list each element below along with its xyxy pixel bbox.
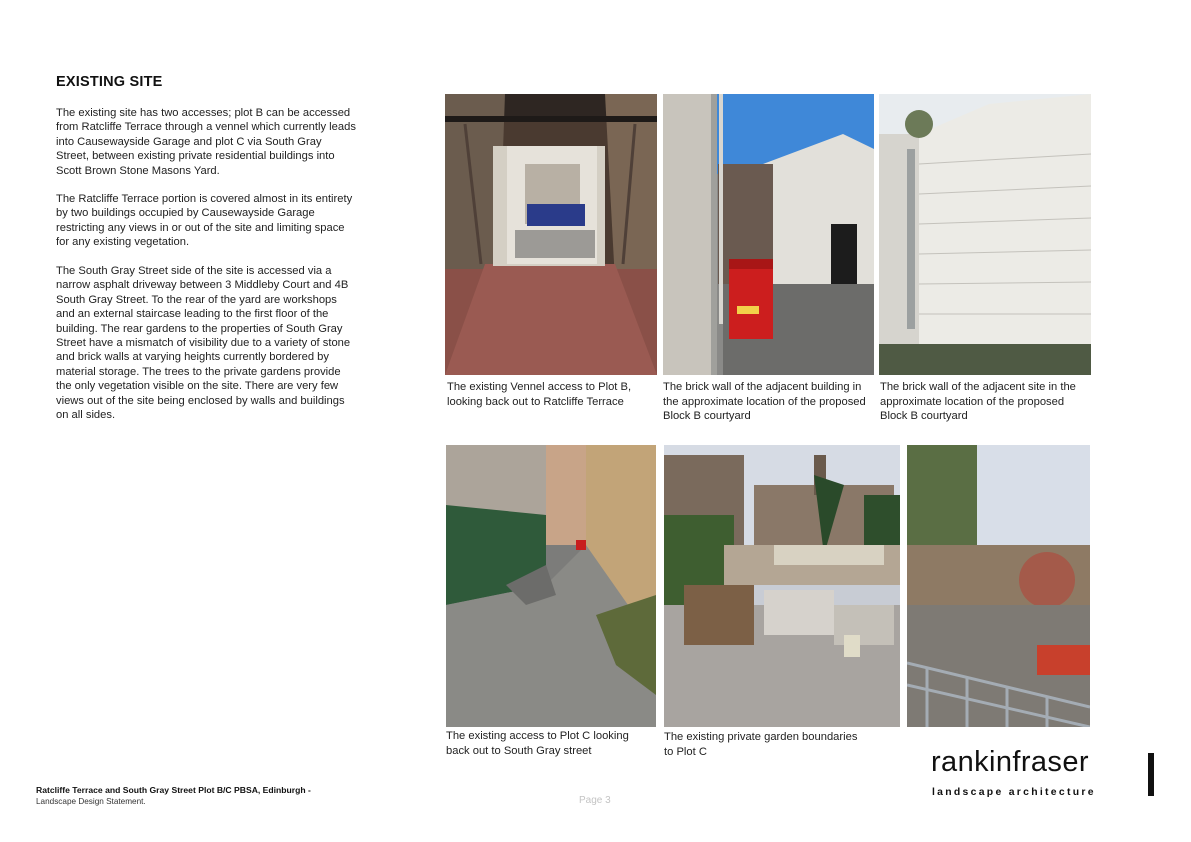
brick-wall-bin-photo xyxy=(663,94,874,375)
yard-railing-photo xyxy=(907,445,1090,727)
brand-bar xyxy=(1148,753,1154,796)
project-title: Ratcliffe Terrace and South Gray Street Plot B/C PBSA, Edinburgh - xyxy=(36,785,311,795)
white-brick-wall-caption: The brick wall of the adjacent site in the approximate location of the proposed Block B courtyard xyxy=(880,381,1076,423)
white-brick-wall-photo xyxy=(879,94,1091,375)
garden-boundaries-caption: The existing private garden boundaries to Plot C xyxy=(664,731,858,758)
vennel-photo xyxy=(445,94,657,375)
south-gray-paragraph: The South Gray Street side of the site is accessed via a narrow asphalt driveway between 3 Middleby Court and 4B South Gray Street. To the rear of the yard are workshops and an external staircase leading to the first floor of the building. The rear gardens to the properties of South Gray Street have a mismatch of visibility due to a variety of stone and brick walls at varying heights currently bordered by material storage. The trees to the private gardens provide the only vegetation visible on the site. There are very few views out of the site being enclosed by walls and buildings on all sides. xyxy=(56,265,351,422)
document-name: Landscape Design Statement. xyxy=(36,797,146,806)
section-heading: EXISTING SITE xyxy=(56,74,163,90)
brand-logo: rankinfraser xyxy=(931,746,1089,778)
brick-wall-bin-caption: The brick wall of the adjacent building in the approximate location of the proposed Block B courtyard xyxy=(663,381,866,423)
garden-boundaries-photo xyxy=(664,445,900,727)
intro-paragraph: The existing site has two accesses; plot B can be accessed from Ratcliffe Terrace through a vennel which currently leads into Causewayside Garage and plot C via South Gray Street, between existing private residential buildings into Scott Brown Stone Masons Yard. xyxy=(56,107,356,177)
plot-c-access-caption: The existing access to Plot C looking back out to South Gray street xyxy=(446,730,629,757)
brand-tagline: landscape architecture xyxy=(932,787,1096,798)
ratcliffe-paragraph: The Ratcliffe Terrace portion is covered almost in its entirety by two buildings occupied by Causewayside Garage restricting any views in or out of the site and limiting space for any existing vegetation. xyxy=(56,193,353,249)
page-number: Page 3 xyxy=(579,795,611,806)
plot-c-access-photo xyxy=(446,445,656,727)
vennel-caption: The existing Vennel access to Plot B, looking back out to Ratcliffe Terrace xyxy=(447,381,632,408)
